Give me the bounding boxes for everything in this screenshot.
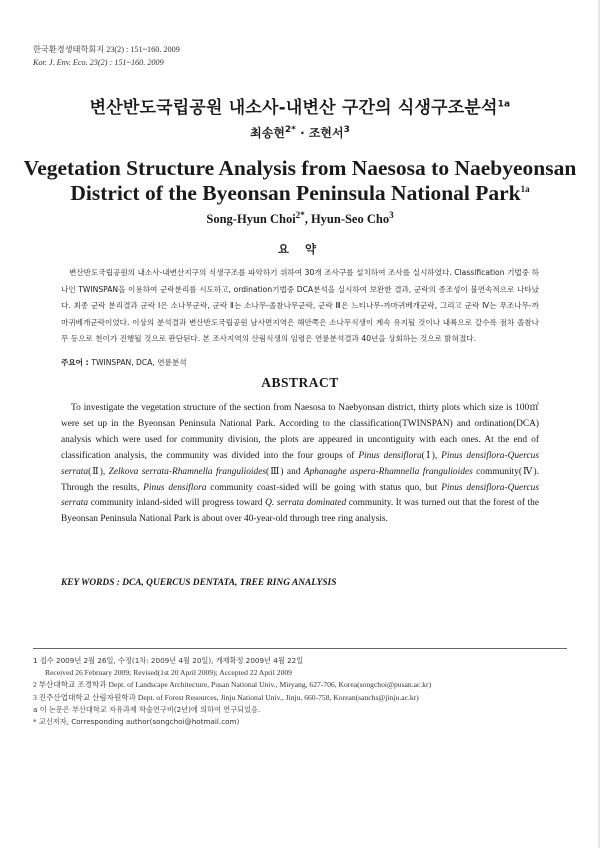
- english-authors: [0, 209, 600, 227]
- footnote-divider: [33, 648, 567, 649]
- english-title: [0, 156, 600, 206]
- english-author-2-mark: 3: [389, 209, 394, 220]
- species-name: Pinus densiflora-Quercus serrata: [61, 482, 539, 509]
- english-author-2: Hyun-Seo Cho: [310, 212, 390, 226]
- footnote-corresponding: * 교신저자, Corresponding author(songchoi@hotmail.com): [33, 717, 240, 727]
- species-name: Aphanaghe aspera-Rhamnella frangulioides: [303, 466, 473, 477]
- korean-keywords: [61, 357, 187, 368]
- korean-summary-heading: 요 약: [277, 242, 323, 256]
- species-name: Pinus densiflora: [358, 450, 422, 461]
- korean-author-2: 조현서: [308, 126, 344, 140]
- korean-keywords-label: 주요어 :: [61, 358, 92, 367]
- species-name: Q. serrata dominated: [265, 498, 347, 509]
- footnote-2: 2 부산대학교 조경학과 Dept. of Landscape Architecture, Pusan National Univ., Miryang, 627-706, Korea(songchoi@pusan.ac.kr): [33, 680, 432, 690]
- korean-authors: [0, 124, 600, 141]
- footnote-1-english: Received 26 February 2009; Revised(1st 20 April 2009); Accepted 22 April 2009: [45, 668, 292, 678]
- abstract-heading: ABSTRACT: [261, 375, 339, 390]
- korean-title-footnote-mark: 1a: [497, 99, 511, 110]
- korean-title: [0, 93, 600, 118]
- abstract-text-5: community(Ⅳ). Through the results,: [61, 466, 539, 493]
- abstract-text-4: (Ⅲ) and: [266, 466, 304, 477]
- english-author-1-mark: 2*: [295, 209, 305, 220]
- footnote-1-korean: 1 접수 2009년 2월 26일, 수정(1차: 2009년 4월 20일), 게재확정 2009년 4월 22일: [33, 656, 304, 665]
- author-separator: ·: [295, 126, 309, 140]
- english-title-footnote-mark: 1a: [520, 183, 530, 194]
- journal-citation-korean: 한국환경생태학회지 23(2) : 151~160. 2009: [33, 45, 180, 54]
- species-name: Pinus densiflora: [143, 482, 207, 493]
- english-keywords: KEY WORDS : DCA, QUERCUS DENTATA, TREE RING ANALYSIS: [61, 578, 337, 588]
- english-author-separator: ,: [304, 212, 311, 226]
- english-title-line-1: Vegetation Structure Analysis from Naesosa to Naebyeonsan: [23, 156, 577, 180]
- species-name: Pinus densiflora-Quercus serrata: [61, 450, 539, 477]
- journal-citation-english: Kor. J. Env. Eco. 23(2) : 151~160. 2009: [33, 57, 164, 67]
- species-name: Zelkova serrata-Rhamnella frangulioides: [108, 466, 267, 477]
- korean-author-1: 최송현: [250, 126, 285, 140]
- english-title-line-2-wrap: [0, 181, 600, 206]
- korean-summary-body: 변산반도국립공원의 내소사-내변산지구의 식생구조를 파악하기 위하여 30개 조사구를 설치하여 조사를 실시하였다. Classification 기법중 하나인 TWINSPAN을 이용하여 군락분리를 시도하고, ordination기법중 DCA분석을 실시하여 보완한 결과, 군락의 종조성이 불연속적으로 나타났다. 최종 군락 분리결과 군락 Ⅰ은 소나무군락, 군락 Ⅱ는 소나무-졸참나무군락, 군락 Ⅲ은 느티나무-까마귀베개군락, 그리고 군락 Ⅳ는 푸조나무-까마귀베개군락이었다. 이상의 분석결과 변산반도국립공원 남사면지역은 해안쪽은 소나무식생이 계속 유지될 것이나 내륙으로 갈수록 점차 졸참나무 등으로 천이가 진행될 것으로 판단된다. 본 조사지역의 산림식생의 임령은 연륜분석결과 40년을 상회하는 것으로 밝혀졌다.: [61, 268, 539, 343]
- footnotes: [33, 655, 573, 728]
- korean-author-2-mark: 3: [343, 125, 350, 135]
- korean-author-1-mark: 2*: [284, 125, 296, 135]
- abstract-text-3: (Ⅱ),: [88, 466, 109, 477]
- abstract-text-1: To investigate the vegetation structure of the section from Naesosa to Naebyonsan district, thirty plots which size is 100㎡ were set up in the Byeonsan Peninsula National Park. According to the classification(TWINSPAN) and ordination(DCA) analysis which were used for community division, the plots are appeared in uncontiguity with each ones. At the end of classification analysis, the community was divided into the four groups of: [61, 403, 539, 461]
- english-title-line-2: District of the Byeonsan Peninsula National Park: [70, 181, 521, 205]
- abstract-text-6: community coast-sided will be going with status quo, but: [206, 482, 442, 493]
- abstract-body: [61, 401, 539, 528]
- korean-title-text: 변산반도국립공원 내소사-내변산 구간의 식생구조분석: [89, 98, 498, 118]
- journal-citation: [33, 44, 180, 69]
- footnote-3: 3 진주산업대학교 산림자원학과 Dept. of Forest Resources, Jinju National Univ., Jinju, 660-758, Korean(sanchs@jinju.ac.kr): [33, 692, 419, 702]
- abstract-text-7: community inland-sided will progress toward: [88, 498, 266, 509]
- abstract-text-2: (Ⅰ),: [421, 450, 442, 461]
- abstract-text-8: community. It was turned out that the forest of the Byeonsan Peninsula National Park is about over 40-year-old through tree ring analysis.: [61, 498, 540, 525]
- korean-keywords-list: TWINSPAN, DCA, 연륜분석: [91, 358, 187, 367]
- footnote-a: a 이 논문은 부산대학교 자유과제 학술연구비(2년)에 의하여 연구되었음.: [33, 704, 261, 714]
- english-author-1: Song-Hyun Choi: [206, 212, 296, 226]
